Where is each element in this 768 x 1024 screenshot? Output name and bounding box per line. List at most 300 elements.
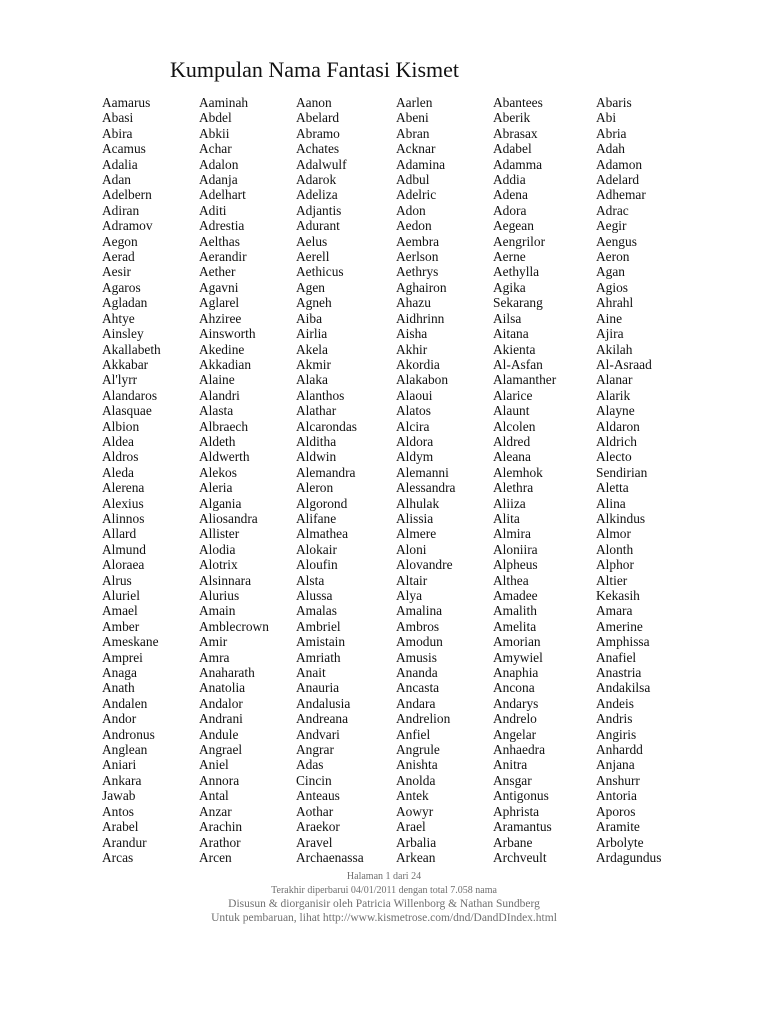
name-item: Alissia xyxy=(396,510,434,526)
name-item: Agavni xyxy=(199,279,239,295)
name-item: Akkadian xyxy=(199,356,252,372)
name-item: Alerena xyxy=(102,480,145,496)
name-item: Abramo xyxy=(296,125,340,141)
name-item: Algania xyxy=(199,495,242,511)
name-item: Alaunt xyxy=(493,403,530,419)
name-item: Arachin xyxy=(199,819,243,835)
name-item: Aarlen xyxy=(396,95,433,110)
name-item: Aberik xyxy=(493,110,531,126)
name-item: Anglean xyxy=(102,742,148,758)
name-item: Adjantis xyxy=(296,202,342,218)
name-item: Aanon xyxy=(296,95,332,110)
name-item: Aine xyxy=(596,310,623,326)
name-item: Amerine xyxy=(596,618,643,634)
name-item: Akedine xyxy=(199,341,245,357)
name-item: Andvari xyxy=(296,726,340,742)
name-item: Adamina xyxy=(396,156,446,172)
name-item: Ambriel xyxy=(296,618,341,634)
name-item: Ahrahl xyxy=(596,295,634,311)
name-item: Antigonus xyxy=(493,788,549,804)
name-item: Anaphia xyxy=(493,665,539,681)
name-item: Anjana xyxy=(596,757,635,773)
name-item: Akienta xyxy=(493,341,536,357)
name-item: Agneh xyxy=(296,295,332,311)
name-item: Aleda xyxy=(102,464,134,480)
name-item: Andara xyxy=(396,695,436,711)
name-item: Alanthos xyxy=(296,387,345,403)
name-item: Arbolyte xyxy=(596,834,644,850)
name-list-grid xyxy=(102,95,742,870)
name-item: Ananda xyxy=(396,665,438,681)
name-item: Abeni xyxy=(396,110,429,126)
name-item: Angrael xyxy=(199,742,243,758)
name-item: Ahazu xyxy=(396,295,431,311)
name-item: Anauria xyxy=(296,680,340,696)
name-item: Allard xyxy=(102,526,137,542)
name-item: Aldrich xyxy=(596,433,637,449)
name-item: Abria xyxy=(596,125,627,141)
name-item: Ansgar xyxy=(493,772,532,788)
name-item: Agios xyxy=(596,279,628,295)
name-item: Aedon xyxy=(396,218,432,234)
name-item: Andrelion xyxy=(396,711,451,727)
credits-line: Disusun & diorganisir oleh Patricia Willenborg & Nathan Sundberg xyxy=(228,898,540,910)
name-item: Alarik xyxy=(596,387,631,403)
name-item: Aerell xyxy=(296,249,330,265)
name-item: Alakabon xyxy=(396,372,449,388)
name-item: Aisha xyxy=(396,326,428,342)
name-item: Acamus xyxy=(102,141,146,157)
name-item: Almathea xyxy=(296,526,349,542)
name-item: Andronus xyxy=(102,726,155,742)
name-item: Anaga xyxy=(102,665,137,681)
name-item: Aramantus xyxy=(493,819,552,835)
name-item: Andeis xyxy=(596,695,634,711)
name-item: Anath xyxy=(102,680,135,696)
name-item: Alessandra xyxy=(396,480,456,496)
last-updated-note: Terakhir diperbarui 04/01/2011 dengan total 7.058 nama xyxy=(271,885,497,896)
name-item: Alemandra xyxy=(296,464,356,480)
name-item: Aegir xyxy=(596,218,627,234)
name-item: Adelard xyxy=(596,172,640,188)
name-item: Altair xyxy=(396,572,428,588)
page-number: Halaman 1 dari 24 xyxy=(346,871,422,882)
name-item: Aembra xyxy=(396,233,440,249)
name-item: Ankara xyxy=(102,772,142,788)
name-item: Aporos xyxy=(596,803,636,819)
name-item: Abira xyxy=(102,125,133,141)
name-item: Amywiel xyxy=(493,649,543,665)
name-item: Alexius xyxy=(102,495,144,511)
name-item: Alotrix xyxy=(199,557,238,573)
name-item: Alathar xyxy=(296,403,337,419)
name-item: Anishta xyxy=(396,757,438,773)
name-item: Adramov xyxy=(102,218,153,234)
name-item: Aleria xyxy=(199,480,233,496)
name-item: Aldora xyxy=(396,433,434,449)
name-item: Sekarang xyxy=(493,295,543,311)
name-item: Ainsley xyxy=(102,326,144,342)
name-item: Adelric xyxy=(396,187,437,203)
name-item: Amalina xyxy=(396,603,443,619)
name-item: Aloraea xyxy=(102,557,145,573)
name-item: Andalor xyxy=(199,695,243,711)
name-item: Andrelo xyxy=(493,711,537,727)
name-item: Alecto xyxy=(596,449,632,465)
name-item: Adrac xyxy=(596,202,629,218)
name-item: Aluriel xyxy=(102,588,140,603)
name-item: Aamarus xyxy=(102,95,151,110)
name-item: Archveult xyxy=(493,849,547,865)
name-column-3 xyxy=(296,95,364,865)
name-item: Aethrys xyxy=(396,264,439,280)
name-item: Alandaros xyxy=(102,387,158,403)
name-item: Adon xyxy=(396,202,426,218)
name-item: Abasi xyxy=(102,110,134,126)
name-item: Amelita xyxy=(493,618,537,634)
name-item: Adabel xyxy=(493,141,532,157)
name-item: Alethra xyxy=(493,480,534,496)
name-item: Aerandir xyxy=(199,249,247,265)
name-item: Alurius xyxy=(199,588,240,603)
name-item: Aglarel xyxy=(199,295,240,311)
name-item: Aiba xyxy=(296,310,323,326)
name-item: Aowyr xyxy=(396,803,434,819)
name-item: Amblecrown xyxy=(199,618,269,634)
name-item: Alarice xyxy=(493,387,533,403)
name-item: Aaminah xyxy=(199,95,249,110)
name-item: Abdel xyxy=(199,110,232,126)
name-item: Achar xyxy=(199,141,232,157)
name-item: Alasquae xyxy=(102,403,152,419)
name-item: Alandri xyxy=(199,387,240,403)
name-item: Anfiel xyxy=(396,726,431,742)
name-item: Alatos xyxy=(396,403,431,419)
name-item: Andakilsa xyxy=(596,680,651,696)
name-item: Allister xyxy=(199,526,240,542)
name-item: Adamma xyxy=(493,156,543,172)
name-item: Adelhart xyxy=(199,187,246,203)
name-item: Anafiel xyxy=(596,649,637,665)
name-item: Aravel xyxy=(296,834,333,850)
name-column-2 xyxy=(199,95,269,865)
name-item: Amalas xyxy=(296,603,337,619)
name-item: Agaros xyxy=(102,279,141,295)
name-column-6 xyxy=(596,95,661,865)
name-item: Amra xyxy=(199,649,230,665)
name-item: Amadee xyxy=(493,588,538,603)
name-item: Amphissa xyxy=(596,634,650,650)
name-item: Adrestia xyxy=(199,218,245,234)
name-item: Adena xyxy=(493,187,528,203)
name-item: Alya xyxy=(396,588,423,603)
name-item: Amara xyxy=(596,603,633,619)
name-item: Albion xyxy=(102,418,140,434)
name-item: Alphor xyxy=(596,557,634,573)
name-item: Aerne xyxy=(493,249,526,265)
name-item: Adarok xyxy=(296,172,337,188)
name-item: Agan xyxy=(596,264,626,280)
name-column-5 xyxy=(493,95,556,865)
name-item: Addia xyxy=(493,172,526,188)
name-item: Aloufin xyxy=(296,557,338,573)
name-item: Adbul xyxy=(396,172,430,188)
name-item: Anshurr xyxy=(596,772,640,788)
name-item: Anait xyxy=(296,665,326,681)
name-item: Amusis xyxy=(396,649,437,665)
name-item: Andris xyxy=(596,711,633,727)
name-item: Aether xyxy=(199,264,236,280)
name-item: Aidhrinn xyxy=(396,310,445,326)
name-item: Adelbern xyxy=(102,187,152,203)
name-item: Antek xyxy=(396,788,429,804)
name-item: Agladan xyxy=(102,295,148,311)
name-item: Aeron xyxy=(596,249,630,265)
name-item: Alita xyxy=(493,510,520,526)
name-item: Anatolia xyxy=(199,680,246,696)
name-item: Alamanther xyxy=(493,372,557,388)
name-item: Anzar xyxy=(199,803,232,819)
name-item: Almund xyxy=(102,541,146,557)
name-item: Antal xyxy=(199,788,229,804)
name-item: Alkindus xyxy=(596,510,646,526)
name-item: Alokair xyxy=(296,541,337,557)
name-item: Ancona xyxy=(493,680,535,696)
name-item: Adalon xyxy=(199,156,239,172)
name-item: Aldwerth xyxy=(199,449,250,465)
name-item: Alinnos xyxy=(102,510,145,526)
name-item: Aelthas xyxy=(199,233,240,249)
name-item: Andreana xyxy=(296,711,349,727)
name-item: Aegean xyxy=(493,218,534,234)
name-item: Alekos xyxy=(199,464,237,480)
name-item: Aleron xyxy=(296,480,334,496)
name-item: Abelard xyxy=(296,110,340,126)
name-item: Alemhok xyxy=(493,464,543,480)
name-item: Aethylla xyxy=(493,264,540,280)
name-item: Alaka xyxy=(296,372,328,388)
name-item: Anitra xyxy=(493,757,528,773)
name-item: Aramite xyxy=(596,819,640,835)
name-item: Amorian xyxy=(493,634,541,650)
name-item: Andalusia xyxy=(296,695,351,711)
name-item: Aletta xyxy=(596,480,629,496)
name-item: Adalia xyxy=(102,156,138,172)
name-item: Alina xyxy=(596,495,626,511)
name-item: Ambros xyxy=(396,618,440,634)
name-item: Ajira xyxy=(596,326,624,342)
name-item: Ailsa xyxy=(493,310,522,326)
name-item: Aengus xyxy=(596,233,637,249)
name-item: Amodun xyxy=(396,634,443,650)
name-item: Amain xyxy=(199,603,236,619)
name-item: Aloni xyxy=(396,541,427,557)
name-item: Abaris xyxy=(596,95,632,110)
name-column-1 xyxy=(102,95,161,865)
name-item: Alpheus xyxy=(493,557,538,573)
name-item: Arbane xyxy=(493,834,533,850)
name-item: Aelus xyxy=(296,233,328,249)
name-item: Akallabeth xyxy=(102,341,161,357)
name-item: Akkabar xyxy=(102,356,149,372)
name-item: Alsinnara xyxy=(199,572,252,588)
name-item: Alonth xyxy=(596,541,634,557)
name-item: Araekor xyxy=(296,819,340,835)
name-item: Aldeth xyxy=(199,433,236,449)
name-item: Abrasax xyxy=(493,125,538,141)
name-item: Ancasta xyxy=(396,680,440,696)
name-item: Andule xyxy=(199,726,239,742)
name-item: Adurant xyxy=(296,218,340,234)
name-item: Aloniira xyxy=(493,541,538,557)
name-item: Aesir xyxy=(102,264,132,280)
name-item: Adah xyxy=(596,141,626,157)
name-item: Arcen xyxy=(199,849,232,865)
name-item: Alditha xyxy=(296,433,337,449)
name-item: Almor xyxy=(596,526,631,542)
name-item: Aniel xyxy=(199,757,229,773)
name-item: Alodia xyxy=(199,541,236,557)
name-item: Alhulak xyxy=(396,495,440,511)
name-item: Adora xyxy=(493,202,527,218)
name-item: Amistain xyxy=(296,634,346,650)
name-item: Alussa xyxy=(296,588,333,603)
name-item: Aitana xyxy=(493,326,529,342)
name-item: Anaharath xyxy=(199,665,255,681)
name-item: Alifane xyxy=(296,510,337,526)
name-item: Cincin xyxy=(296,772,332,788)
name-item: Achates xyxy=(296,141,340,157)
name-item: Annora xyxy=(199,772,240,788)
name-item: Akela xyxy=(296,341,328,357)
name-item: Abran xyxy=(396,125,430,141)
name-item: Aditi xyxy=(199,202,227,218)
page-title: Kumpulan Nama Fantasi Kismet xyxy=(170,57,460,82)
name-item: Agika xyxy=(493,279,526,295)
name-item: Akordia xyxy=(396,356,440,372)
name-item: Aniari xyxy=(102,757,137,773)
name-item: Aldym xyxy=(396,449,434,465)
name-item: Antoria xyxy=(596,788,637,804)
name-item: Ainsworth xyxy=(199,326,256,342)
name-item: Arkean xyxy=(396,849,436,865)
name-item: Amriath xyxy=(296,649,341,665)
name-item: Adiran xyxy=(102,202,140,218)
name-item: Algorond xyxy=(296,495,348,511)
name-item: Aengrilor xyxy=(493,233,546,249)
name-item: Ardagundus xyxy=(596,849,662,865)
name-item: Aerad xyxy=(102,249,135,265)
name-item: Ameskane xyxy=(102,634,159,650)
name-item: Aldred xyxy=(493,433,531,449)
name-item: Amalith xyxy=(493,603,537,619)
name-item: Alovandre xyxy=(396,557,453,573)
name-item: Aldea xyxy=(102,433,134,449)
name-item: Aldros xyxy=(102,449,139,465)
name-item: Ahziree xyxy=(199,310,242,326)
name-item: Arathor xyxy=(199,834,241,850)
name-item: Aphrista xyxy=(493,803,540,819)
name-item: Akmir xyxy=(296,356,331,372)
name-item: Antos xyxy=(102,803,134,819)
name-item: Al-Asraad xyxy=(596,356,652,372)
name-item: Alaoui xyxy=(396,387,433,403)
name-item: Angiris xyxy=(596,726,637,742)
name-item: Anhaedra xyxy=(493,742,546,758)
name-item: Alasta xyxy=(199,403,234,419)
name-item: Aliosandra xyxy=(199,510,258,526)
name-item: Al-Asfan xyxy=(493,356,543,372)
name-item: Alcolen xyxy=(493,418,536,434)
name-item: Adas xyxy=(296,757,324,773)
name-item: Adalwulf xyxy=(296,156,347,172)
name-item: Andrani xyxy=(199,711,243,727)
name-item: Anhardd xyxy=(596,742,643,758)
name-item: Aethicus xyxy=(296,264,344,280)
name-item: Anteaus xyxy=(296,788,340,804)
name-item: Angrule xyxy=(396,742,440,758)
name-item: Arael xyxy=(396,819,426,835)
name-item: Andarys xyxy=(493,695,539,711)
name-item: Aothar xyxy=(296,803,334,819)
name-item: Anolda xyxy=(396,772,436,788)
name-item: Ahtye xyxy=(102,310,135,326)
name-item: Adeliza xyxy=(296,187,338,203)
name-item: Amprei xyxy=(102,649,143,665)
name-item: Alanar xyxy=(596,372,633,388)
name-item: Archaenassa xyxy=(296,849,364,865)
name-item: Alemanni xyxy=(396,464,449,480)
name-item: Angrar xyxy=(296,742,334,758)
name-item: Arbalia xyxy=(396,834,437,850)
name-column-4 xyxy=(396,95,456,865)
update-link-line: Untuk pembaruan, lihat http://www.kismetrose.com/dnd/DandDIndex.html xyxy=(211,912,557,924)
name-item: Albraech xyxy=(199,418,249,434)
name-item: Aleana xyxy=(493,449,531,465)
name-item: Anastria xyxy=(596,665,642,681)
name-item: Althea xyxy=(493,572,529,588)
name-item: Arandur xyxy=(102,834,147,850)
name-item: Abantees xyxy=(493,95,543,110)
name-item: Abkii xyxy=(199,125,230,141)
name-item: Sendirian xyxy=(596,464,648,480)
name-item: Adan xyxy=(102,172,132,188)
name-item: Amir xyxy=(199,634,228,650)
name-item: Abi xyxy=(596,110,617,126)
name-item: Andalen xyxy=(102,695,148,711)
name-item: Adanja xyxy=(199,172,238,188)
name-item: Al'lyrr xyxy=(102,372,138,388)
name-item: Arcas xyxy=(102,849,134,865)
name-item: Altier xyxy=(596,572,628,588)
name-item: Adhemar xyxy=(596,187,646,203)
name-item: Aegon xyxy=(102,233,138,249)
name-item: Acknar xyxy=(396,141,436,157)
name-item: Aghairon xyxy=(396,279,447,295)
name-item: Kekasih xyxy=(596,588,640,603)
name-item: Alsta xyxy=(296,572,325,588)
name-item: Agen xyxy=(296,279,326,295)
name-item: Angelar xyxy=(493,726,537,742)
name-item: Akhir xyxy=(396,341,428,357)
name-item: Aldaron xyxy=(596,418,640,434)
name-item: Amael xyxy=(102,603,138,619)
name-item: Aerlson xyxy=(396,249,439,265)
name-item: Airlia xyxy=(296,326,328,342)
name-item: Andor xyxy=(102,711,137,727)
name-item: Jawab xyxy=(102,788,136,804)
name-item: Alaine xyxy=(199,372,235,388)
